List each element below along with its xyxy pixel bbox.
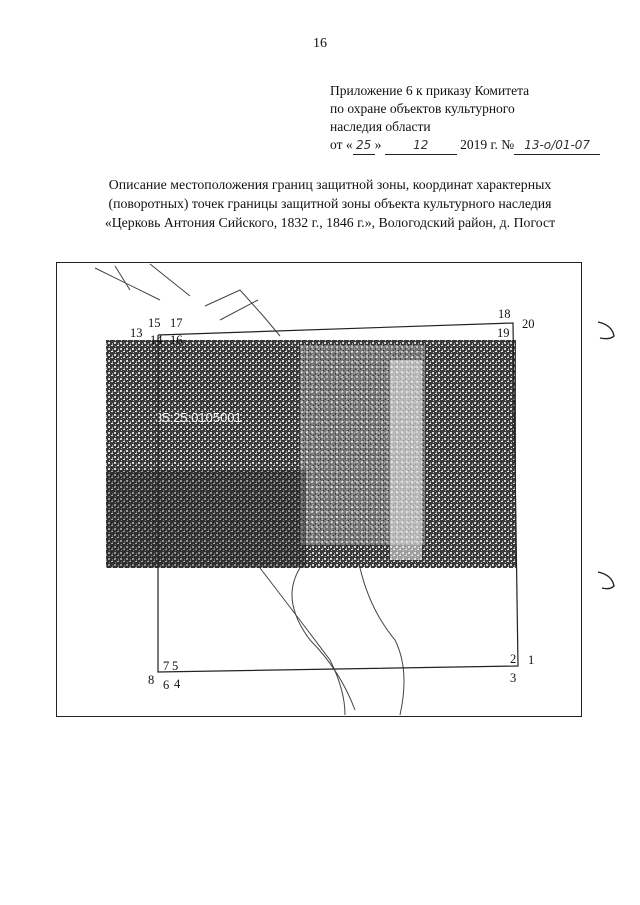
point-18: 18 <box>498 307 511 321</box>
appendix-line-1: Приложение 6 к приказу Комитета <box>330 83 530 98</box>
point-2: 2 <box>510 652 517 666</box>
point-15: 15 <box>148 316 161 330</box>
point-19: 19 <box>497 326 510 340</box>
point-3: 3 <box>510 671 517 685</box>
appendix-line-3: наследия области <box>330 119 431 134</box>
point-4: 4 <box>174 677 181 691</box>
order-number: 13-о/01-07 <box>514 136 600 155</box>
date-day: 25 <box>353 136 375 155</box>
point-20: 20 <box>522 317 535 331</box>
cadastral-number: 35:25:0105001 <box>155 410 242 425</box>
title-line-1: Описание местоположения границ защитной зоны, координат характерных <box>108 177 552 192</box>
point-5: 5 <box>172 659 179 673</box>
point-13: 13 <box>130 326 143 340</box>
point-8: 8 <box>148 673 155 687</box>
binding-mark-top <box>598 322 614 339</box>
point-6: 6 <box>163 678 170 692</box>
aerial-photo-field <box>390 360 422 560</box>
title-line-2: (поворотных) точек границы защитной зоны объекта культурного наследия <box>108 196 552 211</box>
point-14: 14 <box>150 333 163 347</box>
point-17: 17 <box>170 316 183 330</box>
point-1: 1 <box>528 653 535 667</box>
date-prefix: от « <box>330 137 353 152</box>
appendix-line-2: по охране объектов культурного <box>330 101 515 116</box>
title-line-3: «Церковь Антония Сийского, 1832 г., 1846 г.», Вологодский район, д. Погост <box>104 215 556 230</box>
point-7: 7 <box>163 659 170 673</box>
date-month: 12 <box>385 136 457 155</box>
aerial-photo-forest <box>106 470 306 568</box>
date-year: 2019 г. № <box>460 137 515 152</box>
binding-mark-bottom <box>598 572 614 589</box>
page-number: 16 <box>313 36 327 51</box>
point-16: 16 <box>170 333 183 347</box>
date-mid: » <box>374 137 382 152</box>
